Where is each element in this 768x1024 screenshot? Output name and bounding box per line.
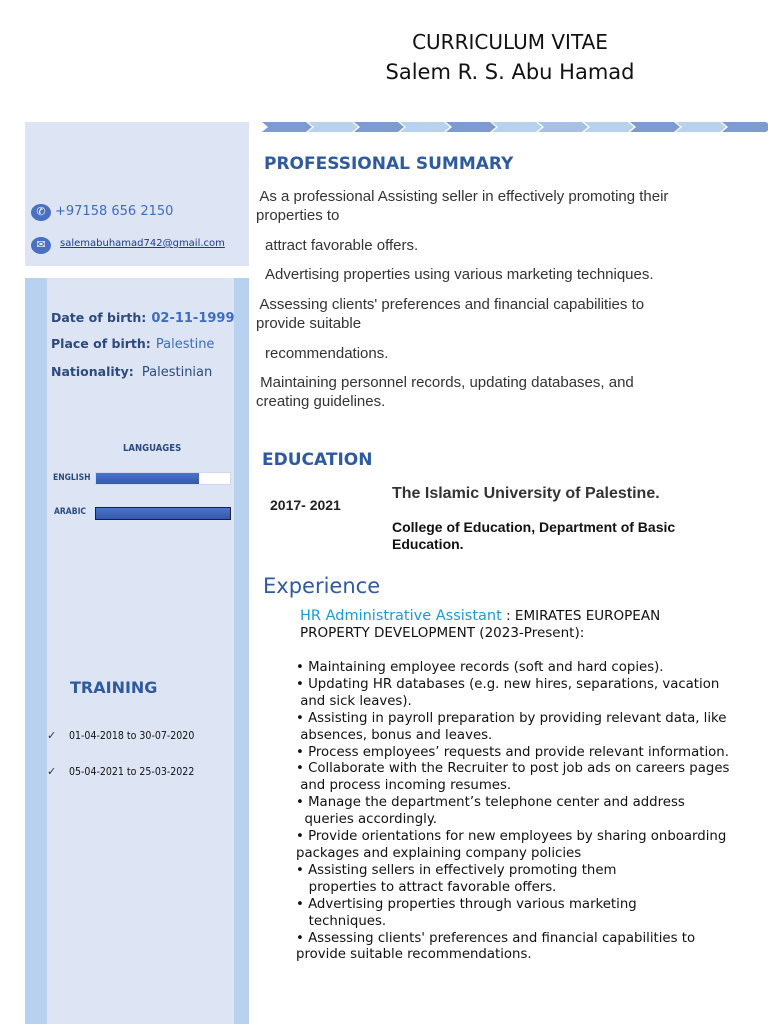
pob-label: Place of birth:: [51, 336, 151, 351]
languages-heading: LANGUAGES: [123, 443, 182, 454]
experience-position: [300, 608, 760, 642]
check-icon: ✓: [47, 766, 57, 778]
education-college-line: Education.: [392, 536, 464, 552]
candidate-name: Salem R. S. Abu Hamad: [385, 60, 635, 84]
training-item-1: 01-04-2018 to 30-07-2020: [69, 730, 195, 742]
education-heading: EDUCATION: [262, 450, 373, 470]
summary-line: Maintaining personnel records, updating databases, and: [256, 374, 634, 391]
education-school: The Islamic University of Palestine.: [392, 485, 660, 502]
summary-line: attract favorable offers.: [265, 237, 419, 254]
duty-line: • Manage the department’s telephone center and address: [296, 795, 685, 811]
email-link[interactable]: salemabuhamad742@gmail.com: [60, 238, 225, 249]
language-bar-arabic: [95, 507, 231, 520]
duty-line: • Maintaining employee records (soft and hard copies).: [296, 660, 664, 675]
pob-row: [51, 333, 214, 352]
duty-line: properties to attract favorable offers.: [296, 879, 557, 895]
summary-line: creating guidelines.: [256, 393, 386, 410]
duty-line: • Assisting sellers in effectively promoting them: [296, 862, 617, 878]
phone-icon: ✆: [31, 204, 51, 221]
language-level-arabic: [96, 508, 230, 519]
check-icon: ✓: [47, 730, 57, 742]
experience-heading: Experience: [263, 574, 381, 598]
duty-line: and sick leaves).: [296, 693, 412, 709]
duty-line: • Process employees’ requests and provide relevant information.: [296, 744, 729, 760]
dob-value: 02-11-1999: [151, 311, 235, 326]
sidebar-stripe-left: [25, 278, 47, 1024]
duty-line: • Advertising properties through various marketing: [296, 896, 637, 912]
envelope-icon: ✉: [31, 237, 51, 254]
dob-label: Date of birth:: [51, 310, 147, 325]
summary-text: [256, 187, 761, 411]
duty-line: • Updating HR databases (e.g. new hires, separations, vacation: [296, 676, 720, 692]
nationality-value: Palestinian: [141, 365, 213, 380]
phone-number[interactable]: +97158 656 2150: [55, 204, 174, 219]
language-level-english: [96, 473, 199, 484]
nationality-label: Nationality:: [51, 364, 134, 379]
summary-line: Assessing clients' preferences and financial capabilities to: [256, 296, 645, 313]
summary-line: properties to: [256, 207, 340, 224]
chevron-divider: [262, 122, 768, 132]
education-years: 2017- 2021: [270, 497, 341, 513]
employer: : EMIRATES EUROPEAN: [501, 608, 661, 624]
document-title: CURRICULUM VITAE: [412, 30, 608, 54]
employer-continued: PROPERTY DEVELOPMENT (2023-Present):: [300, 625, 585, 641]
language-bar-english: [95, 472, 231, 485]
pob-value: Palestine: [155, 337, 215, 352]
training-heading: TRAINING: [70, 678, 158, 697]
summary-line: provide suitable: [256, 315, 362, 332]
duty-line: • Collaborate with the Recruiter to post job ads on careers pages: [296, 761, 730, 777]
experience-duties: [296, 660, 764, 964]
summary-line: recommendations.: [265, 345, 389, 362]
language-name-arabic: ARABIC: [54, 507, 87, 517]
education-college: [392, 519, 675, 553]
duty-line: packages and explaining company policies: [296, 845, 582, 861]
training-item-2: 05-04-2021 to 25-03-2022: [69, 766, 195, 778]
duty-line: • Provide orientations for new employees by sharing onboarding: [296, 829, 727, 845]
duty-line: provide suitable recommendations.: [296, 947, 532, 963]
summary-line: As a professional Assisting seller in effectively promoting their: [256, 188, 669, 205]
sidebar-panel: [25, 278, 249, 1024]
duty-line: and process incoming resumes.: [296, 778, 512, 794]
language-name-english: ENGLISH: [53, 473, 91, 483]
duty-line: • Assisting in payroll preparation by providing relevant data, like: [296, 710, 727, 726]
duty-line: queries accordingly.: [296, 812, 438, 828]
summary-heading: PROFESSIONAL SUMMARY: [264, 154, 514, 174]
dob-row: [51, 307, 235, 326]
sidebar-stripe-right: [234, 278, 249, 1024]
job-title: HR Administrative Assistant: [300, 608, 502, 624]
education-college-line: College of Education, Department of Basic: [392, 519, 676, 535]
nationality-row: [51, 361, 212, 380]
duty-line: techniques.: [296, 913, 387, 929]
summary-line: Advertising properties using various marketing techniques.: [265, 266, 654, 283]
duty-line: • Assessing clients' preferences and financial capabilities to: [296, 930, 696, 946]
duty-line: absences, bonus and leaves.: [296, 727, 493, 743]
